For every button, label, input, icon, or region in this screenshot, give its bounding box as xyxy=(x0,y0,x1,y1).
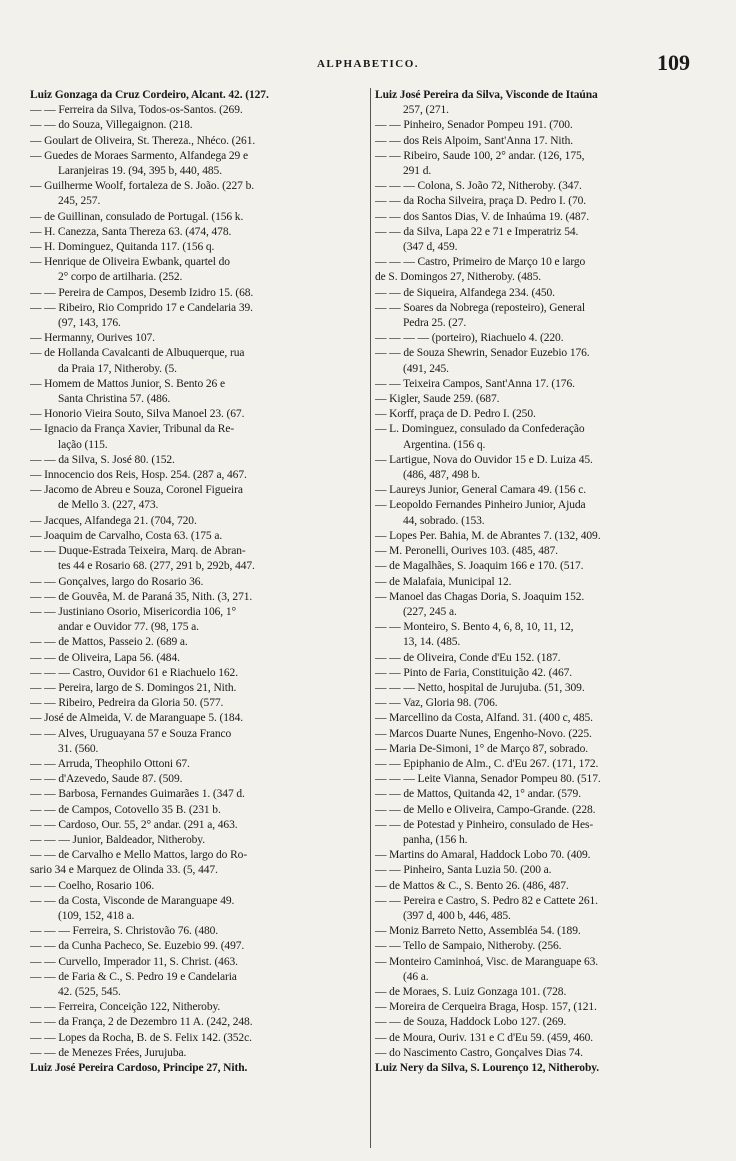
directory-entry-line: — — Ribeiro, Saude 100, 2° andar. (126, 175, xyxy=(375,149,585,162)
directory-entry-line: — Joaquim de Carvalho, Costa 63. (175 a. xyxy=(30,529,223,542)
directory-entry-line: 44, sobrado. (153. xyxy=(403,514,485,527)
directory-entry-line: — de Malafaia, Municipal 12. xyxy=(375,575,512,588)
page-header xyxy=(0,44,736,84)
directory-entry-line: — — — Colona, S. João 72, Nitheroby. (347. xyxy=(375,180,582,193)
directory-entry-line: Santa Christina 57. (486. xyxy=(58,393,171,406)
directory-entry-line: — — de Potestad y Pinheiro, consulado de Hes- xyxy=(375,818,594,831)
directory-entry-line: — — da Costa, Visconde de Maranguape 49. xyxy=(30,894,235,907)
directory-entry-line: panha, (156 h. xyxy=(403,833,468,846)
directory-entry-line: — Korff, praça de D. Pedro I. (250. xyxy=(375,408,536,421)
directory-entry-line: — — — Leite Vianna, Senador Pompeu 80. (517. xyxy=(375,773,601,786)
directory-entry-line: — Leopoldo Fernandes Pinheiro Junior, Ajuda xyxy=(375,499,586,512)
directory-entry-line: — — de Faria & C., S. Pedro 19 e Candelaria xyxy=(30,970,237,983)
directory-entry-line: 42. (525, 545. xyxy=(58,985,121,998)
directory-entry-line: — — de Menezes Frées, Jurujuba. xyxy=(30,1046,187,1059)
directory-entry-line: — — Coelho, Rosario 106. xyxy=(30,879,155,892)
directory-entry-line: — — da Rocha Silveira, praça D. Pedro I. (70. xyxy=(375,195,587,208)
directory-entry-line: de Mello 3. (227, 473. xyxy=(58,499,159,512)
directory-entry-line: — — de Oliveira, Lapa 56. (484. xyxy=(30,651,180,664)
left-column xyxy=(30,88,370,1148)
directory-entry-line: — Marcellino da Costa, Alfand. 31. (400 c, 485. xyxy=(375,712,593,725)
directory-entry-line: — — Epiphanio de Alm., C. d'Eu 267. (171, 172. xyxy=(375,757,599,770)
directory-entry-line: — — Vaz, Gloria 98. (706. xyxy=(375,697,498,710)
directory-entry-line: — — Ribeiro, Rio Comprido 17 e Candelaria 39. xyxy=(30,301,253,314)
directory-entry-line: — — Pinheiro, Santa Luzia 50. (200 a. xyxy=(375,864,552,877)
directory-entry-line: 2° corpo de artilharia. (252. xyxy=(58,271,183,284)
directory-entry-line: (347 d, 459. xyxy=(403,241,458,254)
directory-entry-line: — — Monteiro, S. Bento 4, 6, 8, 10, 11, 12, xyxy=(375,621,574,634)
directory-entry-line: — — de Campos, Cotovello 35 B. (231 b. xyxy=(30,803,221,816)
directory-entry-line: — — do Souza, Villegaignon. (218. xyxy=(30,119,193,132)
directory-entry-line: (227, 245 a. xyxy=(403,605,457,618)
directory-entry-line: sario 34 e Marquez de Olinda 33. (5, 447. xyxy=(30,864,218,877)
directory-entry-line: — — Cardoso, Our. 55, 2° andar. (291 a, 463. xyxy=(30,818,238,831)
directory-entry-line: — Ignacio da França Xavier, Tribunal da Re- xyxy=(30,423,235,436)
directory-entry-line: — — — Netto, hospital de Jurujuba. (51, 309. xyxy=(375,681,585,694)
directory-entry-line: — M. Peronelli, Ourives 103. (485, 487. xyxy=(375,545,558,558)
directory-entry-line: — — d'Azevedo, Saude 87. (509. xyxy=(30,773,183,786)
directory-entry-line: — de Magalhães, S. Joaquim 166 e 170. (517. xyxy=(375,560,584,573)
directory-entry-line: — — Justiniano Osorio, Misericordia 106, 1° xyxy=(30,605,237,618)
directory-entry-line: — — Ferreira, Conceição 122, Nitheroby. xyxy=(30,1001,221,1014)
directory-entry-line: — do Nascimento Castro, Gonçalves Dias 74. xyxy=(375,1046,583,1059)
directory-entry-line: — Hermanny, Ourives 107. xyxy=(30,332,155,345)
directory-entry-line: 31. (560. xyxy=(58,742,99,755)
directory-entry-line: — Henrique de Oliveira Ewbank, quartel do xyxy=(30,256,230,269)
directory-entry-line: — José de Almeida, V. de Maranguape 5. (184. xyxy=(30,712,243,725)
directory-entry-line: — Honorio Vieira Souto, Silva Manoel 23. (67. xyxy=(30,408,245,421)
directory-entry-line: — — — — (porteiro), Riachuelo 4. (220. xyxy=(375,332,564,345)
directory-entry-line: Luiz José Pereira Cardoso, Principe 27, Nith. xyxy=(30,1062,248,1074)
directory-entry-line: — — Pinheiro, Senador Pompeu 191. (700. xyxy=(375,119,573,132)
directory-entry-line: — Guilherme Woolf, fortaleza de S. João. (227 b. xyxy=(30,180,255,193)
directory-entry-line: — — da Cunha Pacheco, Se. Euzebio 99. (497. xyxy=(30,940,245,953)
directory-entry-line: (397 d, 400 b, 446, 485. xyxy=(403,909,511,922)
directory-entry-line: — Homem de Mattos Junior, S. Bento 26 e xyxy=(30,377,225,390)
directory-entry-line: da Praia 17, Nitheroby. (5. xyxy=(58,362,177,375)
directory-entry-line: Luiz Nery da Silva, S. Lourenço 12, Nitheroby. xyxy=(375,1062,600,1074)
directory-entry-line: — — de Souza, Haddock Lobo 127. (269. xyxy=(375,1016,567,1029)
directory-entry-line: — Guedes de Moraes Sarmento, Alfandega 29 e xyxy=(30,149,248,162)
directory-entry-line: 291 d. xyxy=(403,165,432,178)
directory-entry-line: — de Guillinan, consulado de Portugal. (156 k. xyxy=(30,210,244,223)
directory-entry-line: 257, (271. xyxy=(403,104,449,117)
directory-entry-line: — — Duque-Estrada Teixeira, Marq. de Abran- xyxy=(30,545,246,558)
directory-entry-line: — — — Castro, Ouvidor 61 e Riachuelo 162. xyxy=(30,666,238,679)
directory-entry-line: — — de Oliveira, Conde d'Eu 152. (187. xyxy=(375,651,561,664)
directory-entry-line: (491, 245. xyxy=(403,362,449,375)
directory-entry-line: — de Moraes, S. Luiz Gonzaga 101. (728. xyxy=(375,985,567,998)
directory-entry-line: — — Tello de Sampaio, Nitheroby. (256. xyxy=(375,940,562,953)
directory-entry-line: — — de Carvalho e Mello Mattos, largo do Ro- xyxy=(30,849,248,862)
directory-entry-line: lação (115. xyxy=(58,438,108,451)
directory-entry-line: — — Ribeiro, Pedreira da Gloria 50. (577. xyxy=(30,697,224,710)
directory-entry-line: — de Mattos & C., S. Bento 26. (486, 487. xyxy=(375,879,569,892)
directory-entry-line: — — dos Santos Dias, V. de Inhaúma 19. (487. xyxy=(375,210,589,223)
directory-entry-line: 245, 257. xyxy=(58,195,101,208)
directory-entry-line: (486, 487, 498 b. xyxy=(403,469,480,482)
directory-entry-line: — — de Mattos, Passeio 2. (689 a. xyxy=(30,636,188,649)
directory-entry-line: — — Lopes da Rocha, B. de S. Felix 142. (352c. xyxy=(30,1031,252,1044)
directory-entry-line: — Kigler, Saude 259. (687. xyxy=(375,393,500,406)
directory-entry-line: Argentina. (156 q. xyxy=(403,438,486,451)
directory-entry-line: — — da França, 2 de Dezembro 11 A. (242, 248. xyxy=(30,1016,253,1029)
right-column xyxy=(370,88,712,1148)
directory-columns xyxy=(30,88,712,1148)
directory-entry-line: — Maria De-Simoni, 1° de Março 87, sobrado. xyxy=(375,742,589,755)
directory-entry-line: — — de Mello e Oliveira, Campo-Grande. (228. xyxy=(375,803,596,816)
directory-entry-line: — Jacomo de Abreu e Souza, Coronel Figueira xyxy=(30,484,243,497)
directory-entry-line: — — — Castro, Primeiro de Março 10 e largo xyxy=(375,256,586,269)
directory-entry-line: — — Teixeira Campos, Sant'Anna 17. (176. xyxy=(375,377,575,390)
directory-entry-line: — — — Ferreira, S. Christovão 76. (480. xyxy=(30,925,219,938)
directory-entry-line: Luiz José Pereira da Silva, Visconde de Itaúna xyxy=(375,89,598,101)
directory-entry-line: Laranjeiras 19. (94, 395 b, 440, 485. xyxy=(58,165,222,178)
directory-entry-line: andar e Ouvidor 77. (98, 175 a. xyxy=(58,621,199,634)
directory-entry-line: — — de Siqueira, Alfandega 234. (450. xyxy=(375,286,555,299)
directory-entry-line: — Moniz Barreto Netto, Assembléa 54. (189. xyxy=(375,925,581,938)
directory-entry-line: — — Gonçalves, largo do Rosario 36. xyxy=(30,575,204,588)
directory-entry-line: Pedra 25. (27. xyxy=(403,317,467,330)
directory-entry-line: — de Hollanda Cavalcanti de Albuquerque, rua xyxy=(30,347,245,360)
directory-entry-line: — Innocencio dos Reis, Hosp. 254. (287 a, 467. xyxy=(30,469,247,482)
directory-entry-line: — — Pereira e Castro, S. Pedro 82 e Cattete 261. xyxy=(375,894,598,907)
directory-entry-line: — H. Canezza, Santa Thereza 63. (474, 478. xyxy=(30,225,232,238)
directory-entry-line: — — — Junior, Baldeador, Nitheroby. xyxy=(30,833,205,846)
directory-entry-line: — Goulart de Oliveira, St. Thereza., Nhéco. (261. xyxy=(30,134,256,147)
directory-entry-line: — Moreira de Cerqueira Braga, Hosp. 157, (121. xyxy=(375,1001,597,1014)
directory-entry-line: — — dos Reis Alpoim, Sant'Anna 17. Nith. xyxy=(375,134,574,147)
directory-entry-line: — Monteiro Caminhoá, Visc. de Maranguape 63. xyxy=(375,955,599,968)
directory-entry-line: — — Curvello, Imperador 11, S. Christ. (463. xyxy=(30,955,238,968)
directory-entry-line: — — Alves, Uruguayana 57 e Souza Franco xyxy=(30,727,232,740)
directory-entry-line: — — de Mattos, Quitanda 42, 1° andar. (579. xyxy=(375,788,581,801)
page-number: 109 xyxy=(657,50,690,75)
directory-entry-line: — — Arruda, Theophilo Ottoni 67. xyxy=(30,757,190,770)
directory-entry-line: — — da Silva, S. José 80. (152. xyxy=(30,453,175,466)
directory-entry-line: — L. Dominguez, consulado da Confederação xyxy=(375,423,585,436)
directory-entry-line: Luiz Gonzaga da Cruz Cordeiro, Alcant. 42. (127. xyxy=(30,89,269,101)
directory-entry-line: — — de Souza Shewrin, Senador Euzebio 176. xyxy=(375,347,590,360)
directory-entry-line: — — da Silva, Lapa 22 e 71 e Imperatriz 54. xyxy=(375,225,579,238)
directory-entry-line: (109, 152, 418 a. xyxy=(58,909,135,922)
directory-entry-line: — — Pereira de Campos, Desemb Izidro 15. (68. xyxy=(30,286,254,299)
directory-entry-line: — de Moura, Ouriv. 131 e C d'Eu 59. (459, 460. xyxy=(375,1031,594,1044)
directory-entry-line: — Jacques, Alfandega 21. (704, 720. xyxy=(30,514,197,527)
directory-entry-line: — — de Gouvêa, M. de Paraná 35, Nith. (3, 271. xyxy=(30,590,253,603)
directory-entry-line: — — Pinto de Faria, Constituição 42. (467. xyxy=(375,666,573,679)
directory-entry-line: 13, 14. (485. xyxy=(403,636,461,649)
directory-entry-line: — Laureys Junior, General Camara 49. (156 c. xyxy=(375,484,587,497)
directory-entry-line: — — Ferreira da Silva, Todos-os-Santos. (269. xyxy=(30,104,243,117)
directory-entry-line: (97, 143, 176. xyxy=(58,317,121,330)
directory-entry-line: de S. Domingos 27, Nitheroby. (485. xyxy=(375,271,542,284)
running-title: ALPHABETICO. xyxy=(316,58,420,70)
directory-entry-line: — H. Dominguez, Quitanda 117. (156 q. xyxy=(30,241,215,254)
directory-entry-line: — Martins do Amaral, Haddock Lobo 70. (409. xyxy=(375,849,591,862)
directory-entry-line: — Lopes Per. Bahia, M. de Abrantes 7. (132, 409. xyxy=(375,529,601,542)
directory-entry-line: — Marcos Duarte Nunes, Engenho-Novo. (225. xyxy=(375,727,592,740)
directory-entry-line: (46 a. xyxy=(403,970,429,983)
directory-entry-line: tes 44 e Rosario 68. (277, 291 b, 292b, 447. xyxy=(58,560,255,573)
directory-entry-line: — — Pereira, largo de S. Domingos 21, Nith. xyxy=(30,681,237,694)
directory-entry-line: — — Soares da Nobrega (reposteiro), General xyxy=(375,301,585,314)
directory-entry-line: — — Barbosa, Fernandes Guimarães 1. (347 d. xyxy=(30,788,245,801)
directory-entry-line: — Manoel das Chagas Doria, S. Joaquim 152. xyxy=(375,590,585,603)
directory-entry-line: — Lartigue, Nova do Ouvidor 15 e D. Luiza 45. xyxy=(375,453,593,466)
